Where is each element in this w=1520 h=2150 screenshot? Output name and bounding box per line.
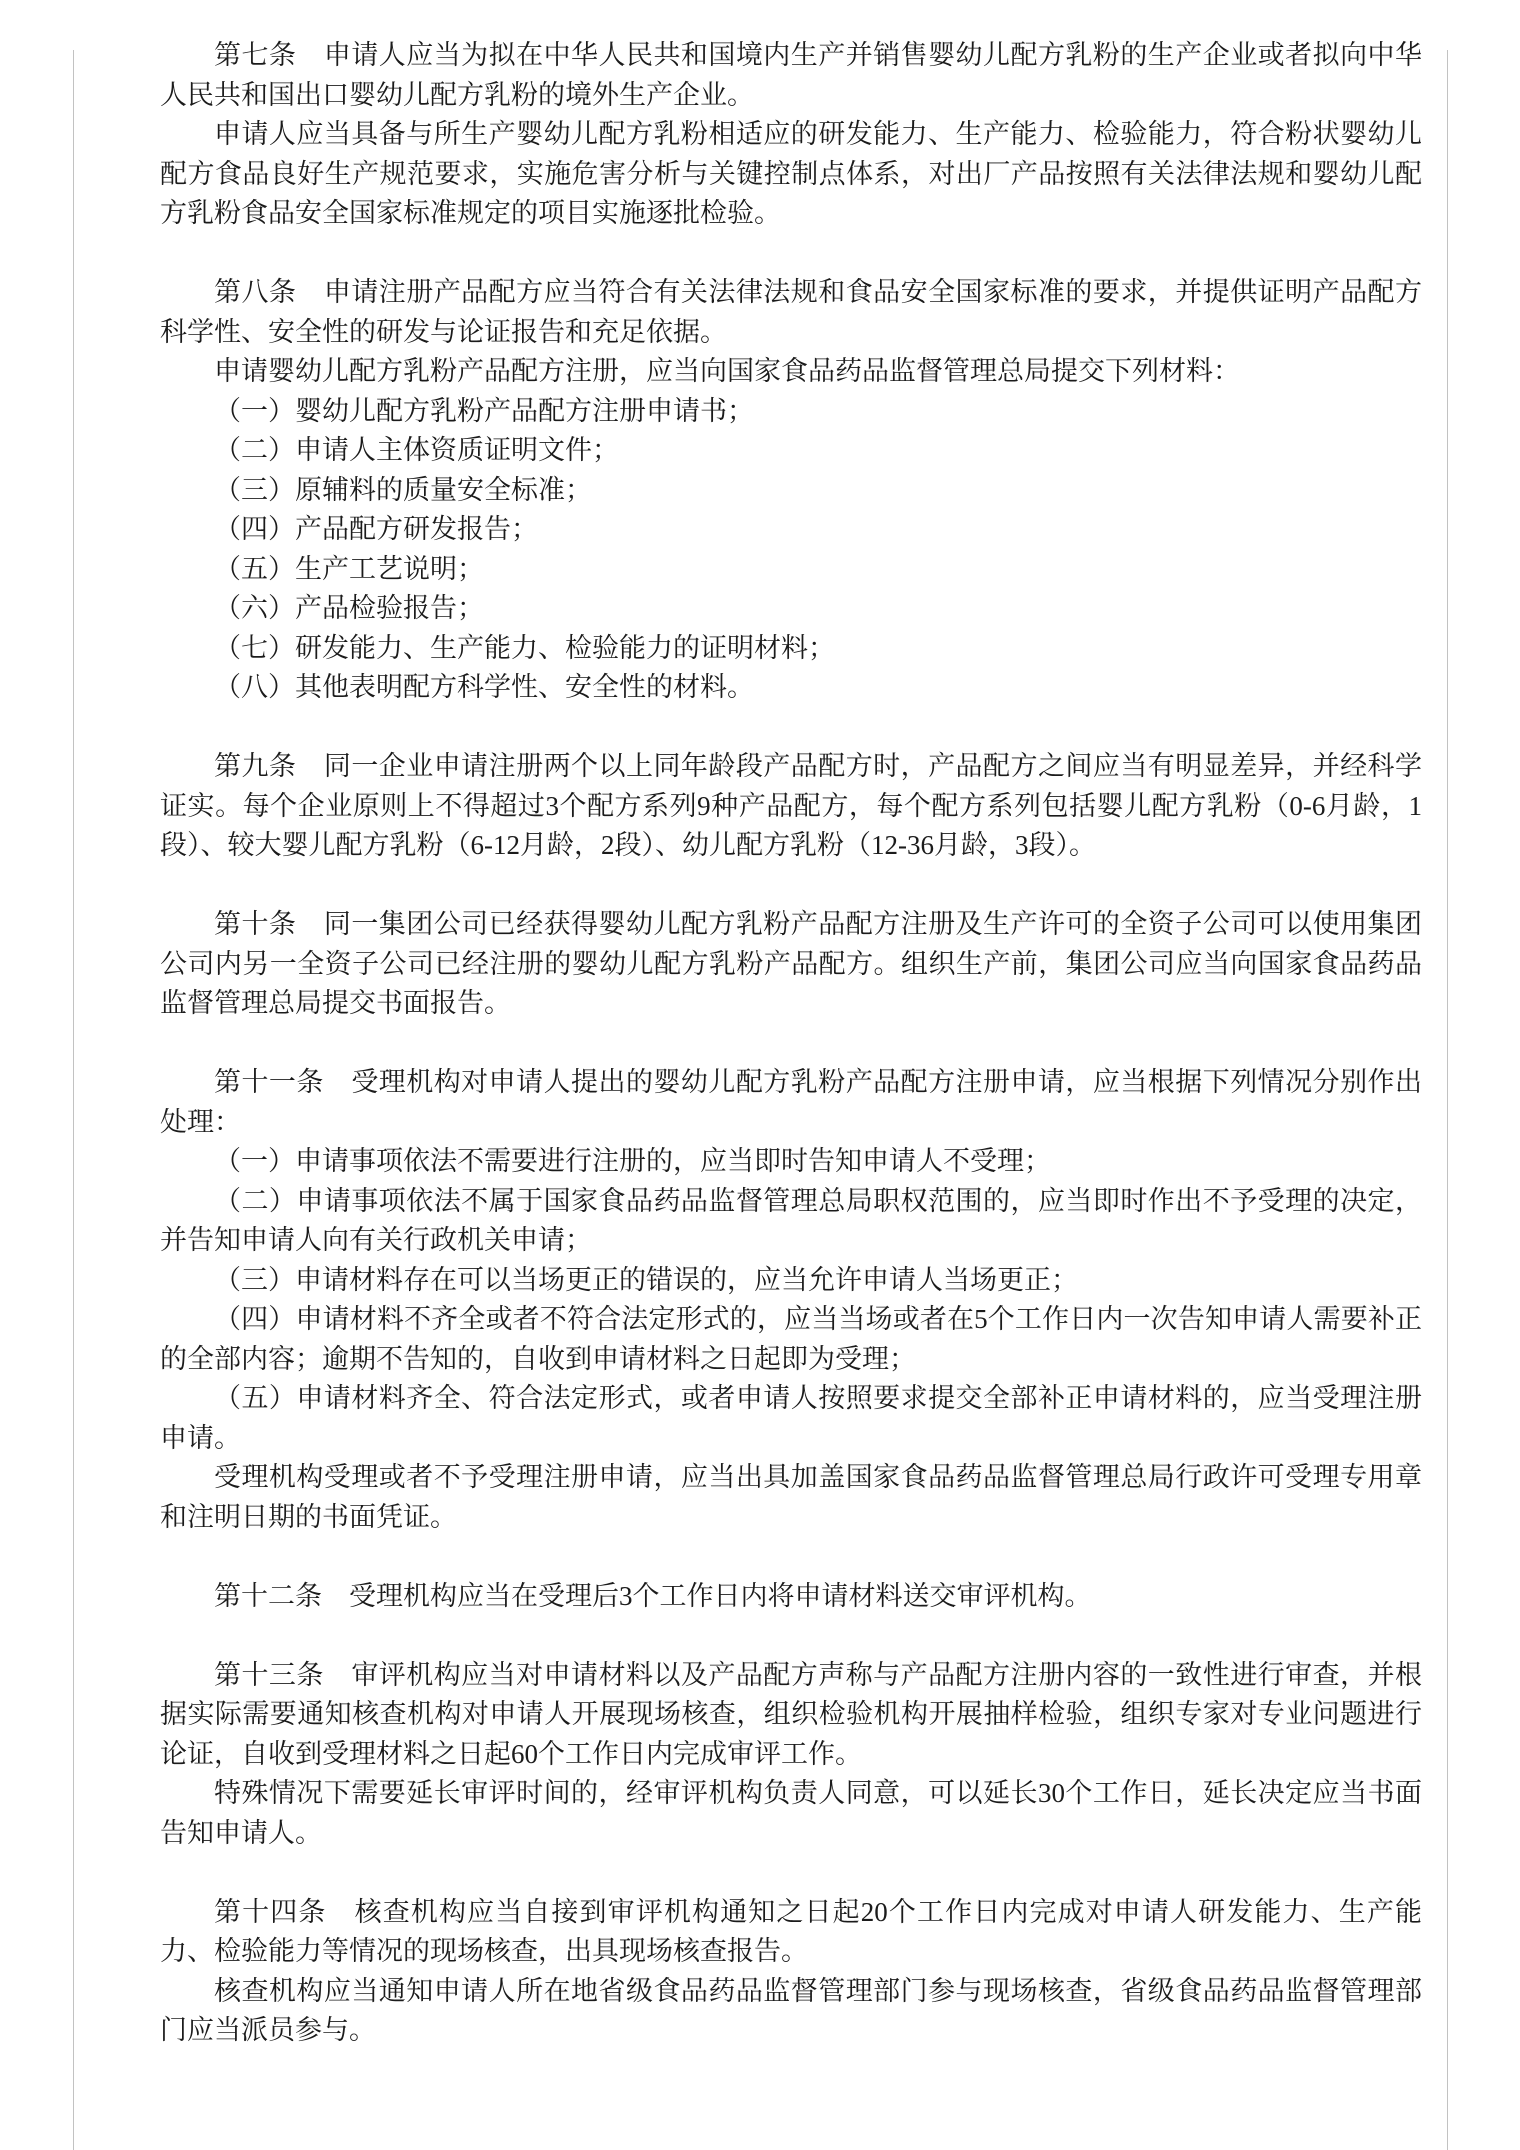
paragraph: 第九条 同一企业申请注册两个以上同年龄段产品配方时，产品配方之间应当有明显差异，并经科学证实。每个企业原则上不得超过3个配方系列9种产品配方，每个配方系列包括婴儿配方乳粉（0-6月龄，1段）、较大婴儿配方乳粉（6-12月龄，2段）、幼儿配方乳粉（12-36月龄，3段）。	[160, 751, 1422, 860]
paragraph: （三）原辅料的质量安全标准；	[214, 474, 592, 505]
paragraph: （二）申请人主体资质证明文件；	[214, 435, 619, 465]
paragraph: （一）申请事项依法不需要进行注册的，应当即时告知申请人不受理；	[214, 1146, 1051, 1176]
paragraph: （七）研发能力、生产能力、检验能力的证明材料；	[214, 632, 835, 663]
paragraph: （四）申请材料不齐全或者不符合法定形式的，应当当场或者在5个工作日内一次告知申请人需要补正的全部内容；逾期不告知的，自收到申请材料之日起即为受理；	[160, 1304, 1422, 1374]
page-left-edge	[73, 50, 74, 2150]
paragraph: （八）其他表明配方科学性、安全性的材料。	[214, 672, 754, 702]
document-body	[160, 36, 1422, 2051]
paragraph: （一）婴幼儿配方乳粉产品配方注册申请书；	[214, 395, 754, 426]
paragraph: 核查机构应当通知申请人所在地省级食品药品监督管理部门参与现场核查，省级食品药品监督管理部门应当派员参与。	[160, 1975, 1422, 2045]
paragraph: 申请婴幼儿配方乳粉产品配方注册，应当向国家食品药品监督管理总局提交下列材料：	[214, 356, 1240, 386]
paragraph: （六）产品检验报告；	[214, 593, 484, 623]
page-right-edge	[1447, 50, 1448, 2150]
paragraph: （二）申请事项依法不属于国家食品药品监督管理总局职权范围的，应当即时作出不予受理的决定，并告知申请人向有关行政机关申请；	[160, 1185, 1422, 1255]
paragraph: 申请人应当具备与所生产婴幼儿配方乳粉相适应的研发能力、生产能力、检验能力，符合粉状婴幼儿配方食品良好生产规范要求，实施危害分析与关键控制点体系，对出厂产品按照有关法律法规和婴幼儿配方乳粉食品安全国家标准规定的项目实施逐批检验。	[160, 119, 1422, 228]
paragraph: 第十三条 审评机构应当对申请材料以及产品配方声称与产品配方注册内容的一致性进行审查，并根据实际需要通知核查机构对申请人开展现场核查，组织检验机构开展抽样检验，组织专家对专业问题进行论证，自收到受理材料之日起60个工作日内完成审评工作。	[160, 1659, 1422, 1769]
paragraph: 第八条 申请注册产品配方应当符合有关法律法规和食品安全国家标准的要求，并提供证明产品配方科学性、安全性的研发与论证报告和充足依据。	[160, 277, 1422, 347]
paragraph: （三）申请材料存在可以当场更正的错误的，应当允许申请人当场更正；	[214, 1264, 1078, 1295]
paragraph: 第十二条 受理机构应当在受理后3个工作日内将申请材料送交审评机构。	[214, 1580, 1092, 1611]
paragraph: （五）申请材料齐全、符合法定形式，或者申请人按照要求提交全部补正申请材料的，应当受理注册申请。	[160, 1383, 1422, 1453]
paragraph: （五）生产工艺说明；	[214, 553, 484, 584]
paragraph: （四）产品配方研发报告；	[214, 514, 538, 544]
paragraph: 第十一条 受理机构对申请人提出的婴幼儿配方乳粉产品配方注册申请，应当根据下列情况分别作出处理：	[160, 1067, 1422, 1137]
paragraph: 第十四条 核查机构应当自接到审评机构通知之日起20个工作日内完成对申请人研发能力、生产能力、检验能力等情况的现场核查，出具现场核查报告。	[160, 1896, 1422, 1966]
paragraph: 第十条 同一集团公司已经获得婴幼儿配方乳粉产品配方注册及生产许可的全资子公司可以使用集团公司内另一全资子公司已经注册的婴幼儿配方乳粉产品配方。组织生产前，集团公司应当向国家食品药品监督管理总局提交书面报告。	[160, 909, 1422, 1018]
paragraph: 受理机构受理或者不予受理注册申请，应当出具加盖国家食品药品监督管理总局行政许可受理专用章和注明日期的书面凭证。	[160, 1462, 1422, 1532]
paragraph: 特殊情况下需要延长审评时间的，经审评机构负责人同意，可以延长30个工作日，延长决定应当书面告知申请人。	[160, 1778, 1422, 1848]
paragraph: 第七条 申请人应当为拟在中华人民共和国境内生产并销售婴幼儿配方乳粉的生产企业或者拟向中华人民共和国出口婴幼儿配方乳粉的境外生产企业。	[160, 40, 1422, 110]
